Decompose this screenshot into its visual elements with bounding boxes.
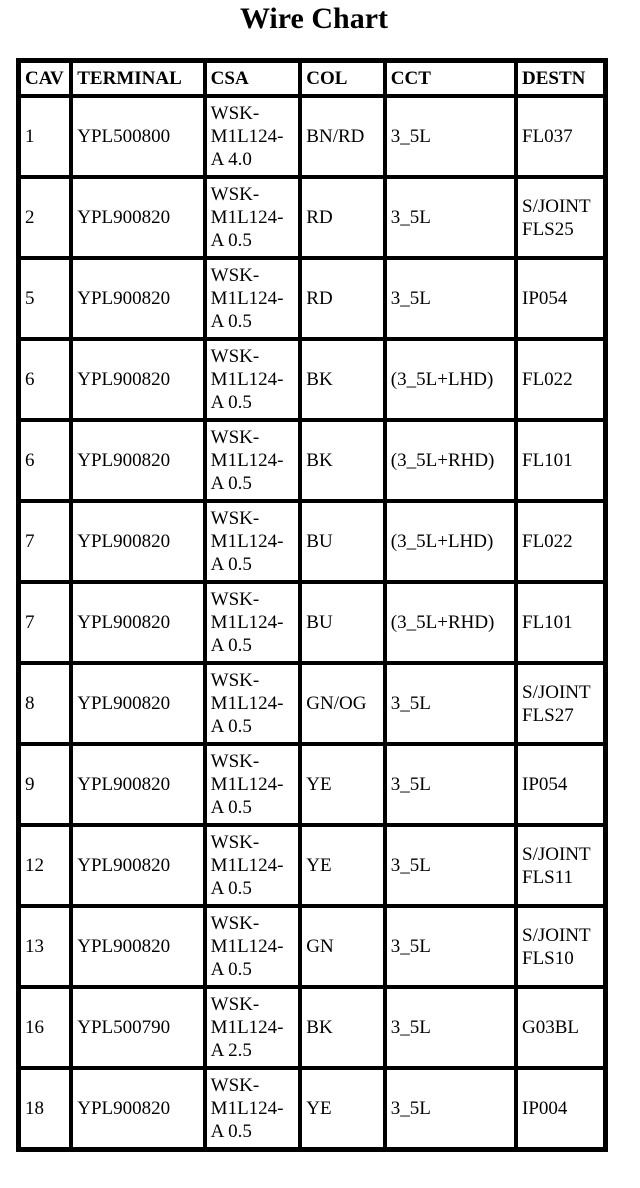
table-row xyxy=(19,96,605,177)
cell-cct: 3_5L xyxy=(385,825,516,906)
cell-csa-line: M1L124- xyxy=(210,126,284,147)
cell-cav: 6 xyxy=(19,420,71,501)
cell-csa-line: WSK- xyxy=(210,508,260,529)
cell-terminal: YPL900820 xyxy=(71,582,204,663)
cell-csa xyxy=(205,987,301,1068)
cell-destn-line: IP054 xyxy=(522,774,568,795)
cell-destn xyxy=(516,825,605,906)
cell-csa-line: M1L124- xyxy=(210,531,284,552)
cell-cct: 3_5L xyxy=(385,1068,516,1149)
cell-csa-line: WSK- xyxy=(210,346,260,367)
cell-terminal: YPL900820 xyxy=(71,501,204,582)
cell-cct: (3_5L+LHD) xyxy=(385,339,516,420)
cell-cct: (3_5L+LHD) xyxy=(385,501,516,582)
cell-col: BN/RD xyxy=(300,96,385,177)
cell-csa-line: WSK- xyxy=(210,670,260,691)
cell-destn-line: S/JOINT xyxy=(522,195,591,217)
table-row xyxy=(19,582,605,663)
cell-cct: (3_5L+RHD) xyxy=(385,582,516,663)
cell-cav: 18 xyxy=(19,1068,71,1149)
cell-destn-line: FLS25 xyxy=(522,218,574,240)
cell-destn xyxy=(516,258,605,339)
table-row xyxy=(19,501,605,582)
cell-csa xyxy=(205,663,301,744)
cell-destn-line: FL022 xyxy=(522,369,573,390)
cell-cav: 1 xyxy=(19,96,71,177)
cell-csa-line: M1L124- xyxy=(210,450,284,471)
table-row xyxy=(19,177,605,258)
table-row xyxy=(19,906,605,987)
cell-csa-line: M1L124- xyxy=(210,693,284,714)
cell-csa xyxy=(205,177,301,258)
cell-terminal: YPL900820 xyxy=(71,825,204,906)
cell-cct: (3_5L+RHD) xyxy=(385,420,516,501)
cell-col: RD xyxy=(300,258,385,339)
cell-csa-line: WSK- xyxy=(210,103,260,124)
cell-csa-line: A 2.5 xyxy=(210,1040,252,1061)
cell-csa-line: M1L124- xyxy=(210,207,284,228)
cell-destn-line: FLS10 xyxy=(522,947,574,969)
cell-terminal: YPL500790 xyxy=(71,987,204,1068)
cell-destn xyxy=(516,906,605,987)
cell-csa xyxy=(205,744,301,825)
cell-destn xyxy=(516,663,605,744)
cell-csa xyxy=(205,582,301,663)
cell-csa-line: M1L124- xyxy=(210,612,284,633)
cell-csa-line: A 0.5 xyxy=(210,797,252,818)
cell-csa-line: WSK- xyxy=(210,265,260,286)
cell-cav: 7 xyxy=(19,501,71,582)
cell-cav: 7 xyxy=(19,582,71,663)
cell-col: YE xyxy=(300,825,385,906)
cell-destn xyxy=(516,987,605,1068)
cell-csa-line: A 0.5 xyxy=(210,1121,252,1142)
header-terminal: TERMINAL xyxy=(71,61,204,96)
cell-terminal: YPL900820 xyxy=(71,177,204,258)
cell-destn xyxy=(516,339,605,420)
table-row xyxy=(19,339,605,420)
cell-terminal: YPL900820 xyxy=(71,663,204,744)
cell-cct: 3_5L xyxy=(385,987,516,1068)
cell-col: GN xyxy=(300,906,385,987)
cell-csa-line: A 4.0 xyxy=(210,149,252,170)
cell-destn-line: S/JOINT xyxy=(522,924,591,946)
cell-csa xyxy=(205,258,301,339)
cell-csa-line: M1L124- xyxy=(210,288,284,309)
cell-csa xyxy=(205,96,301,177)
cell-csa-line: WSK- xyxy=(210,1075,260,1096)
cell-destn-line: FLS27 xyxy=(522,704,574,726)
header-csa: CSA xyxy=(205,61,301,96)
header-cct: CCT xyxy=(385,61,516,96)
cell-destn xyxy=(516,96,605,177)
cell-terminal: YPL900820 xyxy=(71,258,204,339)
cell-cav: 5 xyxy=(19,258,71,339)
cell-destn-line: IP054 xyxy=(522,288,568,309)
cell-destn-line: G03BL xyxy=(522,1017,579,1038)
cell-destn-line: S/JOINT xyxy=(522,681,591,703)
cell-destn xyxy=(516,420,605,501)
cell-csa-line: M1L124- xyxy=(210,855,284,876)
cell-csa-line: A 0.5 xyxy=(210,878,252,899)
cell-csa-line: A 0.5 xyxy=(210,959,252,980)
cell-cav: 13 xyxy=(19,906,71,987)
table-body xyxy=(19,96,605,1149)
cell-csa xyxy=(205,825,301,906)
cell-cav: 16 xyxy=(19,987,71,1068)
cell-destn-line: FLS11 xyxy=(522,866,574,888)
cell-csa-line: A 0.5 xyxy=(210,392,252,413)
cell-destn-line: FL101 xyxy=(522,450,573,471)
cell-csa-line: A 0.5 xyxy=(210,554,252,575)
header-cav: CAV xyxy=(19,61,71,96)
cell-destn-line: IP004 xyxy=(522,1098,568,1119)
cell-terminal: YPL900820 xyxy=(71,420,204,501)
cell-csa-line: M1L124- xyxy=(210,1098,284,1119)
table-row xyxy=(19,987,605,1068)
cell-csa xyxy=(205,906,301,987)
cell-csa-line: WSK- xyxy=(210,184,260,205)
cell-col: BK xyxy=(300,339,385,420)
table-row xyxy=(19,825,605,906)
cell-cav: 8 xyxy=(19,663,71,744)
header-row xyxy=(19,61,605,96)
cell-csa-line: WSK- xyxy=(210,427,260,448)
cell-col: BK xyxy=(300,987,385,1068)
cell-destn-line: FL022 xyxy=(522,531,573,552)
table-row xyxy=(19,258,605,339)
cell-csa-line: WSK- xyxy=(210,589,260,610)
cell-csa-line: WSK- xyxy=(210,994,260,1015)
table-row xyxy=(19,1068,605,1149)
cell-csa xyxy=(205,339,301,420)
cell-csa xyxy=(205,501,301,582)
cell-csa-line: M1L124- xyxy=(210,936,284,957)
cell-col: BU xyxy=(300,582,385,663)
cell-csa-line: M1L124- xyxy=(210,774,284,795)
cell-cct: 3_5L xyxy=(385,663,516,744)
cell-cct: 3_5L xyxy=(385,258,516,339)
cell-cct: 3_5L xyxy=(385,96,516,177)
cell-cav: 9 xyxy=(19,744,71,825)
cell-csa-line: M1L124- xyxy=(210,1017,284,1038)
cell-destn xyxy=(516,177,605,258)
cell-csa-line: M1L124- xyxy=(210,369,284,390)
cell-col: BU xyxy=(300,501,385,582)
table-row xyxy=(19,663,605,744)
cell-cav: 2 xyxy=(19,177,71,258)
cell-col: YE xyxy=(300,744,385,825)
cell-csa-line: WSK- xyxy=(210,751,260,772)
cell-terminal: YPL900820 xyxy=(71,906,204,987)
cell-csa-line: A 0.5 xyxy=(210,311,252,332)
cell-destn-line: FL037 xyxy=(522,126,573,147)
cell-destn-line: S/JOINT xyxy=(522,843,591,865)
cell-cct: 3_5L xyxy=(385,744,516,825)
page-title: Wire Chart xyxy=(239,2,389,35)
table-header xyxy=(19,61,605,96)
cell-col: YE xyxy=(300,1068,385,1149)
cell-csa-line: A 0.5 xyxy=(210,473,252,494)
cell-terminal: YPL500800 xyxy=(71,96,204,177)
cell-csa-line: A 0.5 xyxy=(210,716,252,737)
table-row xyxy=(19,744,605,825)
cell-destn xyxy=(516,744,605,825)
cell-csa-line: A 0.5 xyxy=(210,635,252,656)
header-col: COL xyxy=(300,61,385,96)
cell-csa-line: WSK- xyxy=(210,832,260,853)
cell-col: RD xyxy=(300,177,385,258)
header-destn: DESTN xyxy=(516,61,605,96)
cell-cct: 3_5L xyxy=(385,177,516,258)
wire-chart-table xyxy=(16,58,608,1152)
cell-csa-line: WSK- xyxy=(210,913,260,934)
cell-csa xyxy=(205,420,301,501)
cell-terminal: YPL900820 xyxy=(71,744,204,825)
cell-destn xyxy=(516,582,605,663)
cell-csa-line: A 0.5 xyxy=(210,230,252,251)
cell-destn xyxy=(516,1068,605,1149)
table-row xyxy=(19,420,605,501)
cell-terminal: YPL900820 xyxy=(71,339,204,420)
cell-cct: 3_5L xyxy=(385,906,516,987)
cell-cav: 12 xyxy=(19,825,71,906)
cell-col: GN/OG xyxy=(300,663,385,744)
cell-cav: 6 xyxy=(19,339,71,420)
cell-col: BK xyxy=(300,420,385,501)
cell-csa xyxy=(205,1068,301,1149)
cell-destn xyxy=(516,501,605,582)
cell-terminal: YPL900820 xyxy=(71,1068,204,1149)
cell-destn-line: FL101 xyxy=(522,612,573,633)
